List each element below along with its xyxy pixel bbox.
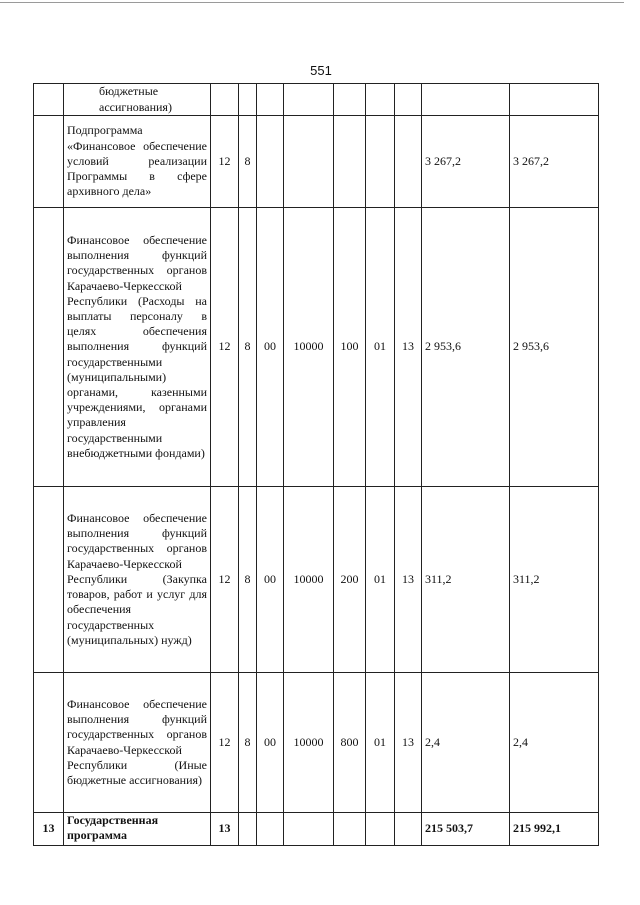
table-row — [34, 208, 599, 487]
item-name-cell — [64, 116, 211, 208]
amount-cell — [510, 84, 599, 116]
code-cell — [334, 116, 366, 208]
item-name: бюджетные ассигнования) — [99, 84, 172, 114]
code-cell: 12 — [211, 487, 239, 673]
table-row — [34, 487, 599, 673]
amount-cell: 215 992,1 — [510, 813, 599, 846]
item-name: Финансовое обеспечение выполнения функций государственных органов Карачаево-Черкесской Республики (Расходы на выплаты персоналу в целях обеспечения выполнения функций государственными (муниципальными) органами, казенными учреждениями, органами управления государственными внебюджетными фондами) — [67, 232, 207, 460]
code-cell: 13 — [211, 813, 239, 846]
code-cell: 100 — [334, 208, 366, 487]
code-cell: 13 — [395, 208, 422, 487]
row-number-cell — [34, 208, 64, 487]
amount-cell: 215 503,7 — [422, 813, 510, 846]
row-number-cell — [34, 84, 64, 116]
page-top-edge — [0, 2, 624, 3]
code-cell: 00 — [257, 487, 284, 673]
code-cell: 12 — [211, 116, 239, 208]
code-cell: 00 — [257, 208, 284, 487]
code-cell: 8 — [239, 208, 257, 487]
code-cell — [366, 116, 395, 208]
code-cell: 10000 — [284, 673, 334, 813]
code-cell — [334, 84, 366, 116]
item-name-cell — [64, 673, 211, 813]
row-number-cell — [34, 487, 64, 673]
code-cell — [366, 84, 395, 116]
code-cell: 01 — [366, 673, 395, 813]
amount-cell: 2,4 — [510, 673, 599, 813]
row-number-cell — [34, 673, 64, 813]
code-cell — [395, 116, 422, 208]
table-row-total — [34, 813, 599, 846]
amount-cell: 2,4 — [422, 673, 510, 813]
code-cell: 8 — [239, 487, 257, 673]
code-cell: 200 — [334, 487, 366, 673]
code-cell — [395, 84, 422, 116]
table-row — [34, 84, 599, 116]
row-number-cell: 13 — [34, 813, 64, 846]
code-cell: 10000 — [284, 208, 334, 487]
row-number-cell — [34, 116, 64, 208]
table-row — [34, 116, 599, 208]
code-cell: 8 — [239, 673, 257, 813]
code-cell: 01 — [366, 487, 395, 673]
code-cell: 12 — [211, 208, 239, 487]
amount-cell: 3 267,2 — [422, 116, 510, 208]
code-cell — [257, 84, 284, 116]
code-cell: 13 — [395, 487, 422, 673]
code-cell — [334, 813, 366, 846]
item-name: Государственная программа — [67, 813, 159, 843]
amount-cell: 311,2 — [510, 487, 599, 673]
code-cell — [239, 84, 257, 116]
item-name-cell — [64, 487, 211, 673]
code-cell: 01 — [366, 208, 395, 487]
code-cell: 800 — [334, 673, 366, 813]
code-cell: 8 — [239, 116, 257, 208]
code-cell — [284, 813, 334, 846]
amount-cell: 311,2 — [422, 487, 510, 673]
item-name: Финансовое обеспечение выполнения функций государственных органов Карачаево-Черкесской Республики (Закупка товаров, работ и услуг для обеспечения государственных (муниципальных) нужд) — [67, 511, 207, 647]
item-name-cell — [64, 208, 211, 487]
code-cell: 13 — [395, 673, 422, 813]
code-cell — [284, 116, 334, 208]
code-cell: 10000 — [284, 487, 334, 673]
amount-cell: 2 953,6 — [422, 208, 510, 487]
code-cell — [257, 813, 284, 846]
code-cell — [366, 813, 395, 846]
code-cell — [211, 84, 239, 116]
code-cell — [284, 84, 334, 116]
amount-cell — [422, 84, 510, 116]
amount-cell: 2 953,6 — [510, 208, 599, 487]
code-cell — [239, 813, 257, 846]
item-name: Подпрограмма «Финансовое обеспечение условий реализации Программы в сфере архивного дела» — [67, 123, 207, 199]
code-cell: 12 — [211, 673, 239, 813]
amount-cell: 3 267,2 — [510, 116, 599, 208]
code-cell — [257, 116, 284, 208]
item-name-cell — [64, 813, 211, 846]
code-cell: 00 — [257, 673, 284, 813]
code-cell — [395, 813, 422, 846]
table-row — [34, 673, 599, 813]
budget-table — [33, 83, 599, 846]
page-number: 551 — [310, 63, 332, 78]
item-name: Финансовое обеспечение выполнения функций государственных органов Карачаево-Черкесской Республики (Иные бюджетные ассигнования) — [67, 696, 207, 787]
item-name-cell — [64, 84, 211, 116]
